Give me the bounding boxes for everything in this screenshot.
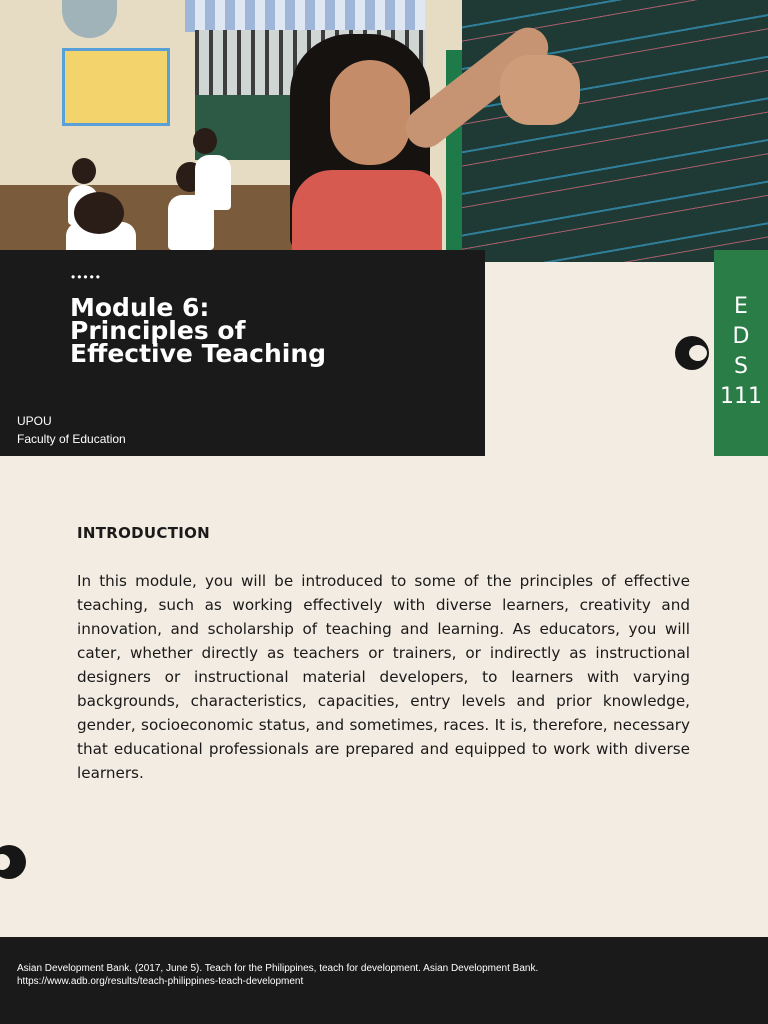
- student-head: [72, 158, 96, 184]
- title-line: Principles of: [70, 316, 246, 345]
- window-curtain: [185, 0, 425, 32]
- citation-text: Asian Development Bank. (2017, June 5). Teach for the Philippines, teach for development. Asian Development Bank.: [17, 963, 539, 974]
- title-line: Module 6:: [70, 293, 210, 322]
- teacher-shirt: [292, 170, 442, 260]
- course-code-char: D: [732, 324, 750, 349]
- teacher-face: [330, 60, 410, 165]
- crescent-decoration: [0, 845, 26, 879]
- student: [195, 155, 231, 210]
- wall-poster: [62, 48, 170, 126]
- decorative-dots: •••••: [71, 270, 103, 284]
- org-line: UPOU: [17, 414, 52, 428]
- student-head: [193, 128, 217, 154]
- course-code-char: E: [734, 294, 748, 319]
- citation-url: https://www.adb.org/results/teach-philippines-teach-development: [17, 976, 304, 987]
- hero-photo: [0, 0, 768, 262]
- organization: [17, 412, 126, 448]
- org-line: Faculty of Education: [17, 432, 126, 446]
- student-head: [74, 192, 124, 234]
- citation: [17, 962, 538, 988]
- intro-heading: INTRODUCTION: [77, 524, 211, 542]
- title-block: [0, 250, 485, 456]
- footer: [0, 937, 768, 1024]
- intro-paragraph: In this module, you will be introduced to some of the principles of effective teaching, such as working effectively with diverse learners, creativity and innovation, and scholarship of teaching and learning. As educators, you will cater, whether directly as teachers or trainers, or indirectly as instructional designers or instructional material developers, to learners with varying backgrounds, characteristics, capacities, entry levels and prior knowledge, gender, socioeconomic status, and sometimes, races. It is, therefore, necessary that educational professionals are prepared and equipped to work with diverse learners.: [77, 572, 690, 782]
- crescent-decoration: [675, 336, 709, 370]
- title-line: Effective Teaching: [70, 339, 327, 368]
- module-title: [70, 293, 470, 368]
- course-code-char: S: [734, 354, 748, 379]
- teacher-hand: [500, 55, 580, 125]
- course-code-tab: [714, 250, 768, 456]
- course-code-char: 111: [720, 384, 762, 409]
